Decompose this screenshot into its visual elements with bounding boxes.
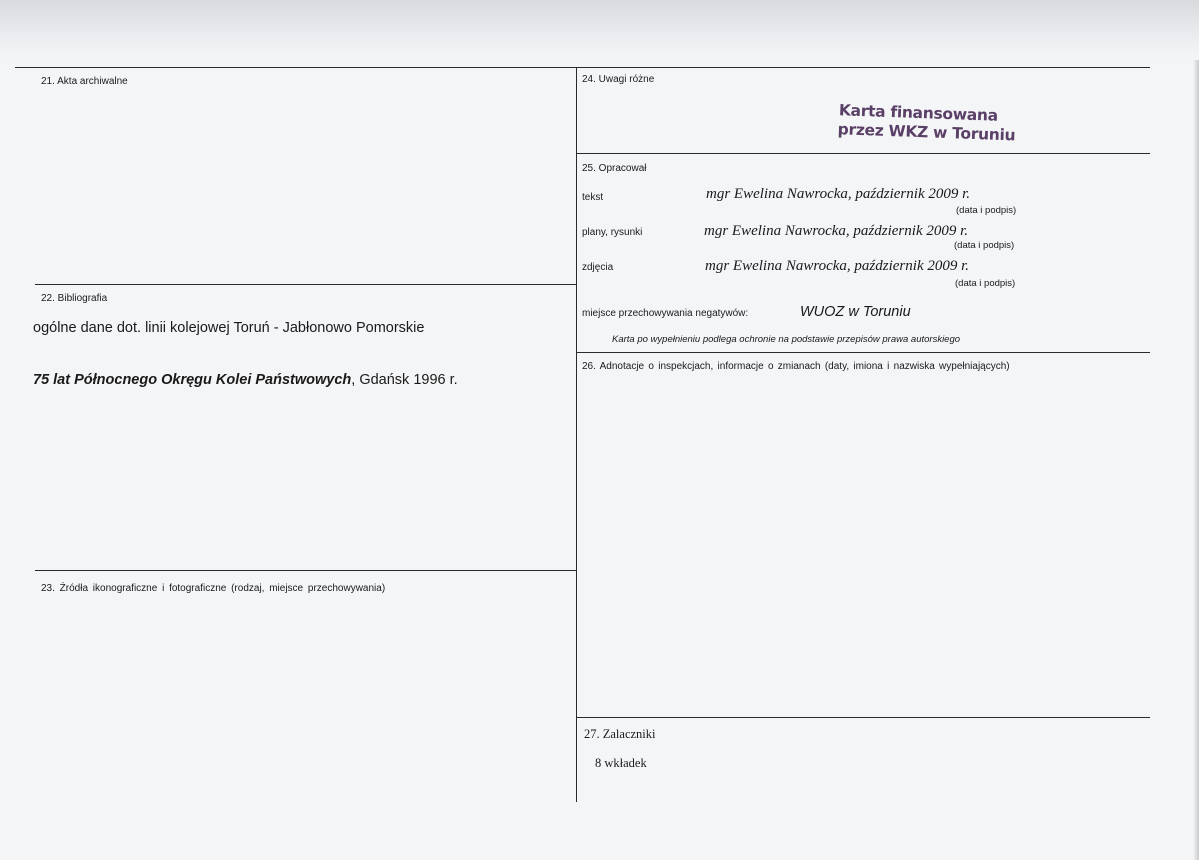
scan-right-edge <box>1193 60 1199 860</box>
top-border <box>15 67 1150 68</box>
tekst-data-podpis: (data i podpis) <box>956 205 1017 216</box>
bibliography-entry-1: ogólne dane dot. linii kolejowej Toruń - Jabłonowo Pomorskie <box>33 320 425 336</box>
tekst-label: tekst <box>582 192 604 203</box>
section-26-label: 26. Adnotacje o inspekcjach, informacje o zmianach (daty, imiona i nazwiska wypełniających) <box>582 361 1010 372</box>
divider-21-22 <box>35 284 576 285</box>
zdjecia-author: mgr Ewelina Nawrocka, październik 2009 r. <box>705 258 970 274</box>
section-27-label: 27. Zalaczniki <box>584 727 656 741</box>
divider-26-27 <box>576 717 1150 718</box>
section-25-label: 25. Opracował <box>582 163 647 174</box>
divider-25-26 <box>576 352 1150 353</box>
scan-top-shadow <box>0 0 1199 60</box>
attachments-value: 8 wkładek <box>595 756 647 770</box>
section-21-label: 21. Akta archiwalne <box>41 76 128 87</box>
stamp-line-2: przez WKZ w Toruniu <box>837 120 1016 145</box>
zdjecia-data-podpis: (data i podpis) <box>955 278 1016 289</box>
divider-22-23 <box>35 570 576 571</box>
plany-label: plany, rysunki <box>582 227 643 238</box>
section-23-label: 23. Źródła ikonograficzne i fotograficzne (rodzaj, miejsce przechowywania) <box>41 583 386 594</box>
negatywy-label: miejsce przechowywania negatywów: <box>582 308 749 319</box>
divider-24-25 <box>576 153 1150 154</box>
center-divider <box>576 67 577 802</box>
protection-note: Karta po wypełnieniu podlega ochronie na podstawie przepisów prawa autorskiego <box>612 334 961 345</box>
stamp-line-1: Karta finansowana <box>838 101 999 125</box>
section-24-label: 24. Uwagi różne <box>582 74 655 85</box>
bibliography-entry-2-title: 75 lat Północnego Okręgu Kolei Państwowych <box>33 372 352 388</box>
plany-data-podpis: (data i podpis) <box>954 240 1015 251</box>
bibliography-entry-2-rest: , Gdańsk 1996 r. <box>351 372 458 388</box>
section-22-label: 22. Bibliografia <box>41 293 108 304</box>
negatywy-value: WUOZ w Toruniu <box>800 304 911 320</box>
plany-author: mgr Ewelina Nawrocka, październik 2009 r. <box>704 223 969 239</box>
bibliography-entry-2 <box>33 372 458 388</box>
funding-stamp <box>837 101 1016 145</box>
zdjecia-label: zdjęcia <box>582 262 614 273</box>
tekst-author: mgr Ewelina Nawrocka, październik 2009 r. <box>706 186 971 202</box>
